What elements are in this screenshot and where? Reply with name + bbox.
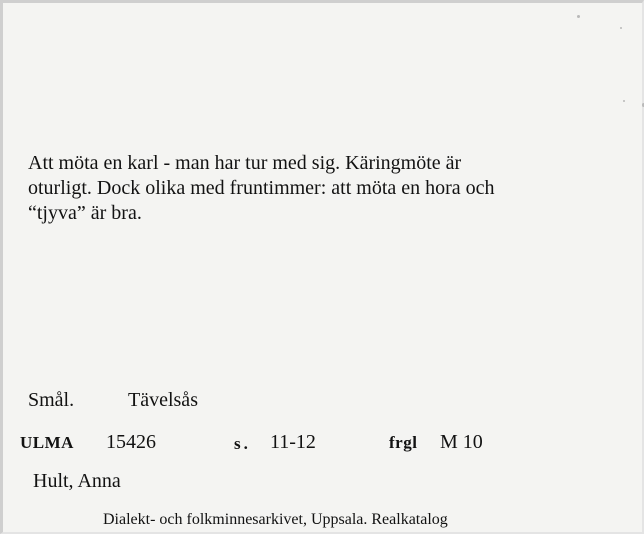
card-body-text — [28, 151, 628, 226]
paper-speck — [623, 100, 625, 102]
archive-footer: Dialekt- och folkminnesarkivet, Uppsala. Realkatalog — [103, 511, 448, 528]
questionnaire-label: frgl — [389, 433, 418, 452]
questionnaire-value: M 10 — [440, 431, 483, 453]
page-value: 11-12 — [270, 431, 316, 453]
archive-number: 15426 — [106, 431, 156, 453]
card-text-line: Att möta en karl - man har tur med sig. Käringmöte är — [28, 152, 462, 174]
archive-label: ULMA — [20, 433, 74, 452]
page-label: s. — [234, 434, 251, 453]
card-text-line: “tjyva” är bra. — [28, 202, 142, 224]
card-text-line: oturligt. Dock olika med fruntimmer: att möta en hora och — [28, 177, 495, 199]
informant-name: Hult, Anna — [33, 470, 121, 492]
paper-speck — [577, 15, 580, 18]
province-label: Smål. — [28, 389, 75, 411]
paper-speck — [620, 27, 622, 29]
parish-label: Tävelsås — [128, 389, 198, 411]
